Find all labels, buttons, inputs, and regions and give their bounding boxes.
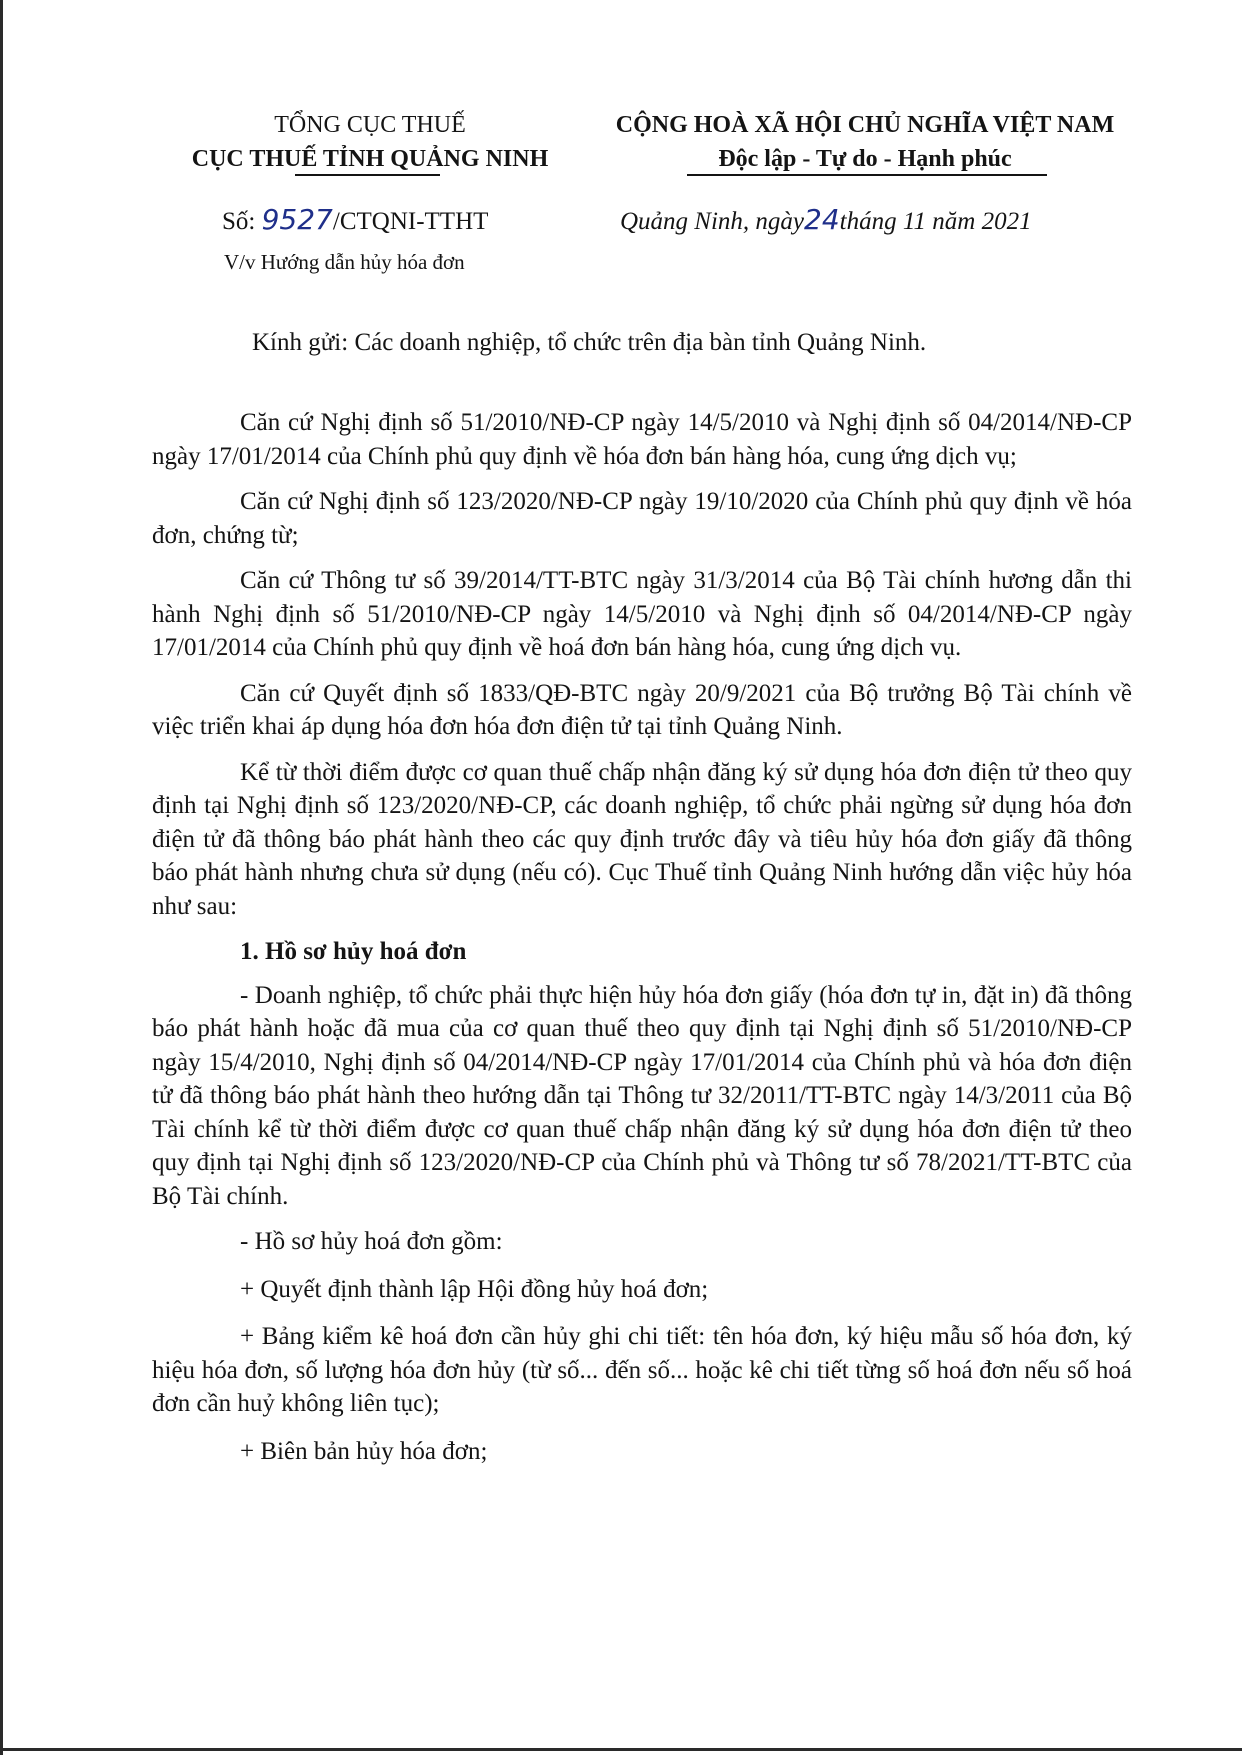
agency-header — [150, 108, 590, 176]
scan-edge-bottom — [0, 1748, 1242, 1751]
section-heading: 1. Hồ sơ hủy hoá đơn — [240, 938, 467, 965]
motto-underline — [687, 174, 1047, 176]
handwritten-day: 24 — [804, 203, 840, 236]
country-line-1: CỘNG HOÀ XÃ HỘI CHỦ NGHĨA VIỆT NAM — [615, 112, 1115, 138]
agency-line-1: TỔNG CỤC THUẾ — [274, 112, 466, 138]
document-subject: V/v Hướng dẫn hủy hóa đơn — [224, 250, 465, 274]
list-item: + Biên bản hủy hóa đơn; — [240, 1437, 488, 1465]
motto-line: Độc lập - Tự do - Hạnh phúc — [718, 146, 1012, 172]
body-paragraph: - Doanh nghiệp, tổ chức phải thực hiện hủy hóa đơn giấy (hóa đơn tự in, đặt in) đã thông báo phát hành hoặc đã mua của cơ quan thuế theo quy định tại Nghị định số 51/2010/NĐ-CP ngày 15/4/2010, Nghị định số 04/2014/NĐ-CP ngày 17/01/2014 của Chính phủ và hóa đơn điện tử đã thông báo phát hành theo hướng dẫn tại Thông tư 32/2011/TT-BTC ngày 14/3/2011 của Bộ Tài chính kể từ thời điểm được cơ quan thuế chấp nhận đăng ký sử dụng hóa đơn điện tử theo quy định tại Nghị định số 123/2020/NĐ-CP của Chính phủ và Thông tư số 78/2021/TT-BTC của Bộ Tài chính. — [152, 981, 1132, 1210]
handwritten-number: 9527 — [261, 203, 333, 236]
body-paragraph: Căn cứ Thông tư số 39/2014/TT-BTC ngày 31/3/2014 của Bộ Tài chính hương dẫn thi hành Nghị định số 51/2010/NĐ-CP ngày 14/5/2010 và Nghị định số 04/2014/NĐ-CP ngày 17/01/2014 của Chính phủ quy định về hoá đơn bán hàng hóa, cung ứng dịch vụ. — [152, 567, 1132, 661]
place-and-date — [620, 203, 1032, 236]
body-paragraph: Kể từ thời điểm được cơ quan thuế chấp nhận đăng ký sử dụng hóa đơn điện tử theo quy định tại Nghị định số 123/2020/NĐ-CP, các doanh nghiệp, tổ chức phải ngừng sử dụng hóa đơn điện tử đã thông báo phát hành theo các quy định trước đây và tiêu hủy hóa đơn giấy đã thông báo phát hành nhưng chưa sử dụng (nếu có). Cục Thuế tỉnh Quảng Ninh hướng dẫn việc hủy hóa như sau: — [152, 758, 1132, 920]
date-after: tháng 11 năm 2021 — [839, 208, 1032, 235]
list-item: + Quyết định thành lập Hội đồng hủy hoá đơn; — [240, 1275, 709, 1303]
list-item: + Bảng kiểm kê hoá đơn cần hủy ghi chi tiết: tên hóa đơn, ký hiệu mẫu số hóa đơn, ký hiệu hóa đơn, số lượng hóa đơn hủy (từ số... đến số... hoặc kê chi tiết từng số hoá đơn nếu số hoá đơn cần huỷ không liên tục); — [152, 1323, 1132, 1417]
scan-edge-left — [0, 0, 3, 1755]
body-paragraph: Căn cứ Nghị định số 123/2020/NĐ-CP ngày 19/10/2020 của Chính phủ quy định về hóa đơn, chứng từ; — [152, 488, 1132, 549]
country-header — [585, 108, 1145, 176]
agency-line-2: CỤC THUẾ TỈNH QUẢNG NINH — [191, 146, 549, 172]
body-paragraph: Căn cứ Quyết định số 1833/QĐ-BTC ngày 20/9/2021 của Bộ trưởng Bộ Tài chính về việc triển khai áp dụng hóa đơn hóa đơn điện tử tại tỉnh Quảng Ninh. — [152, 679, 1132, 740]
document-number-prefix: Số: — [222, 208, 262, 235]
body-paragraph: - Hồ sơ hủy hoá đơn gồm: — [240, 1228, 503, 1255]
document-body — [152, 406, 1132, 1482]
agency-underline — [295, 174, 440, 176]
recipient-line: Kính gửi: Các doanh nghiệp, tổ chức trên địa bàn tỉnh Quảng Ninh. — [252, 329, 927, 356]
document-number-suffix: /CTQNI-TTHT — [332, 208, 489, 235]
date-before: Quảng Ninh, ngày — [620, 208, 805, 235]
document-number — [222, 203, 488, 236]
body-paragraph: Căn cứ Nghị định số 51/2010/NĐ-CP ngày 14/5/2010 và Nghị định số 04/2014/NĐ-CP ngày 17/01/2014 của Chính phủ quy định về hóa đơn bán hàng hóa, cung ứng dịch vụ; — [152, 409, 1132, 470]
